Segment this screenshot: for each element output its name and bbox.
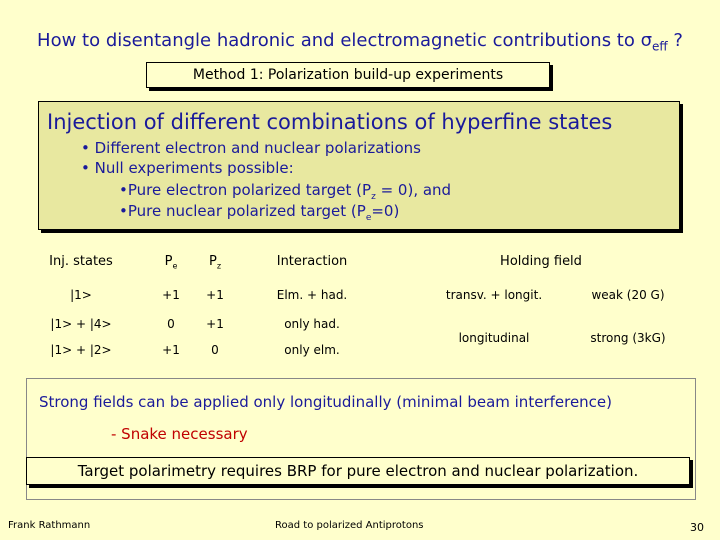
row2-pz: +1 <box>206 317 224 331</box>
bullet-polarizations: • Different electron and nuclear polarizations <box>81 139 421 157</box>
merged-strength: strong (3kG) <box>590 331 666 345</box>
snake-note: - Snake necessary <box>111 425 248 443</box>
bullet-null-experiments: • Null experiments possible: <box>81 159 294 177</box>
sigma-subscript: eff <box>652 39 668 54</box>
target-polarimetry-box: Target polarimetry requires BRP for pure electron and nuclear polarization. <box>26 457 690 485</box>
row2-state: |1> + |4> <box>50 317 112 331</box>
row3-pz: 0 <box>211 343 219 357</box>
sigma-symbol: σ <box>640 30 653 51</box>
strong-fields-text: Strong fields can be applied only longitudinally (minimal beam interference) <box>39 393 613 411</box>
row1-interaction: Elm. + had. <box>276 288 348 302</box>
title-text: How to disentangle hadronic and electromagnetic contributions to <box>37 30 641 51</box>
header-pz <box>200 254 230 271</box>
header-inj-states: Inj. states <box>49 254 113 269</box>
bullet4-subscript: e <box>365 213 372 223</box>
header-pz-main: P <box>208 254 217 269</box>
injection-box <box>38 101 680 230</box>
header-pe-main: P <box>164 254 173 269</box>
row3-pe: +1 <box>162 343 180 357</box>
bullet3-subscript: z <box>371 192 376 202</box>
merged-field: longitudinal <box>458 331 530 345</box>
method-label: Method 1: Polarization build-up experiments <box>146 62 550 88</box>
row3-state: |1> + |2> <box>50 343 112 357</box>
title-suffix: ? <box>667 30 683 51</box>
row1-state: |1> <box>70 288 92 302</box>
row2-interaction: only had. <box>284 317 340 331</box>
row3-interaction: only elm. <box>284 343 340 357</box>
page-number: 30 <box>690 521 704 534</box>
row1-strength: weak (20 G) <box>591 288 665 302</box>
footer-talk-title: Road to polarized Antiprotons <box>275 520 424 531</box>
row1-pz: +1 <box>206 288 224 302</box>
bullet-pure-nuclear <box>119 202 399 223</box>
bullet3-text: •Pure electron polarized target (P <box>119 181 372 199</box>
footer-author: Frank Rathmann <box>8 520 91 531</box>
row1-pe: +1 <box>162 288 180 302</box>
header-interaction: Interaction <box>276 254 348 269</box>
bullet4-suffix: =0) <box>371 202 400 220</box>
header-pz-sub: z <box>216 261 222 271</box>
row1-field: transv. + longit. <box>445 288 543 302</box>
header-pe-sub: e <box>172 261 178 271</box>
slide-title <box>0 30 720 54</box>
states-table <box>26 238 694 368</box>
header-pe <box>156 254 186 271</box>
bullet-pure-electron <box>119 181 451 202</box>
bullet4-text: •Pure nuclear polarized target (P <box>119 202 366 220</box>
header-holding-field: Holding field <box>500 254 582 269</box>
row2-pe: 0 <box>167 317 175 331</box>
bullet3-suffix: = 0), and <box>375 181 452 199</box>
injection-heading: Injection of different combinations of hyperfine states <box>47 110 613 134</box>
